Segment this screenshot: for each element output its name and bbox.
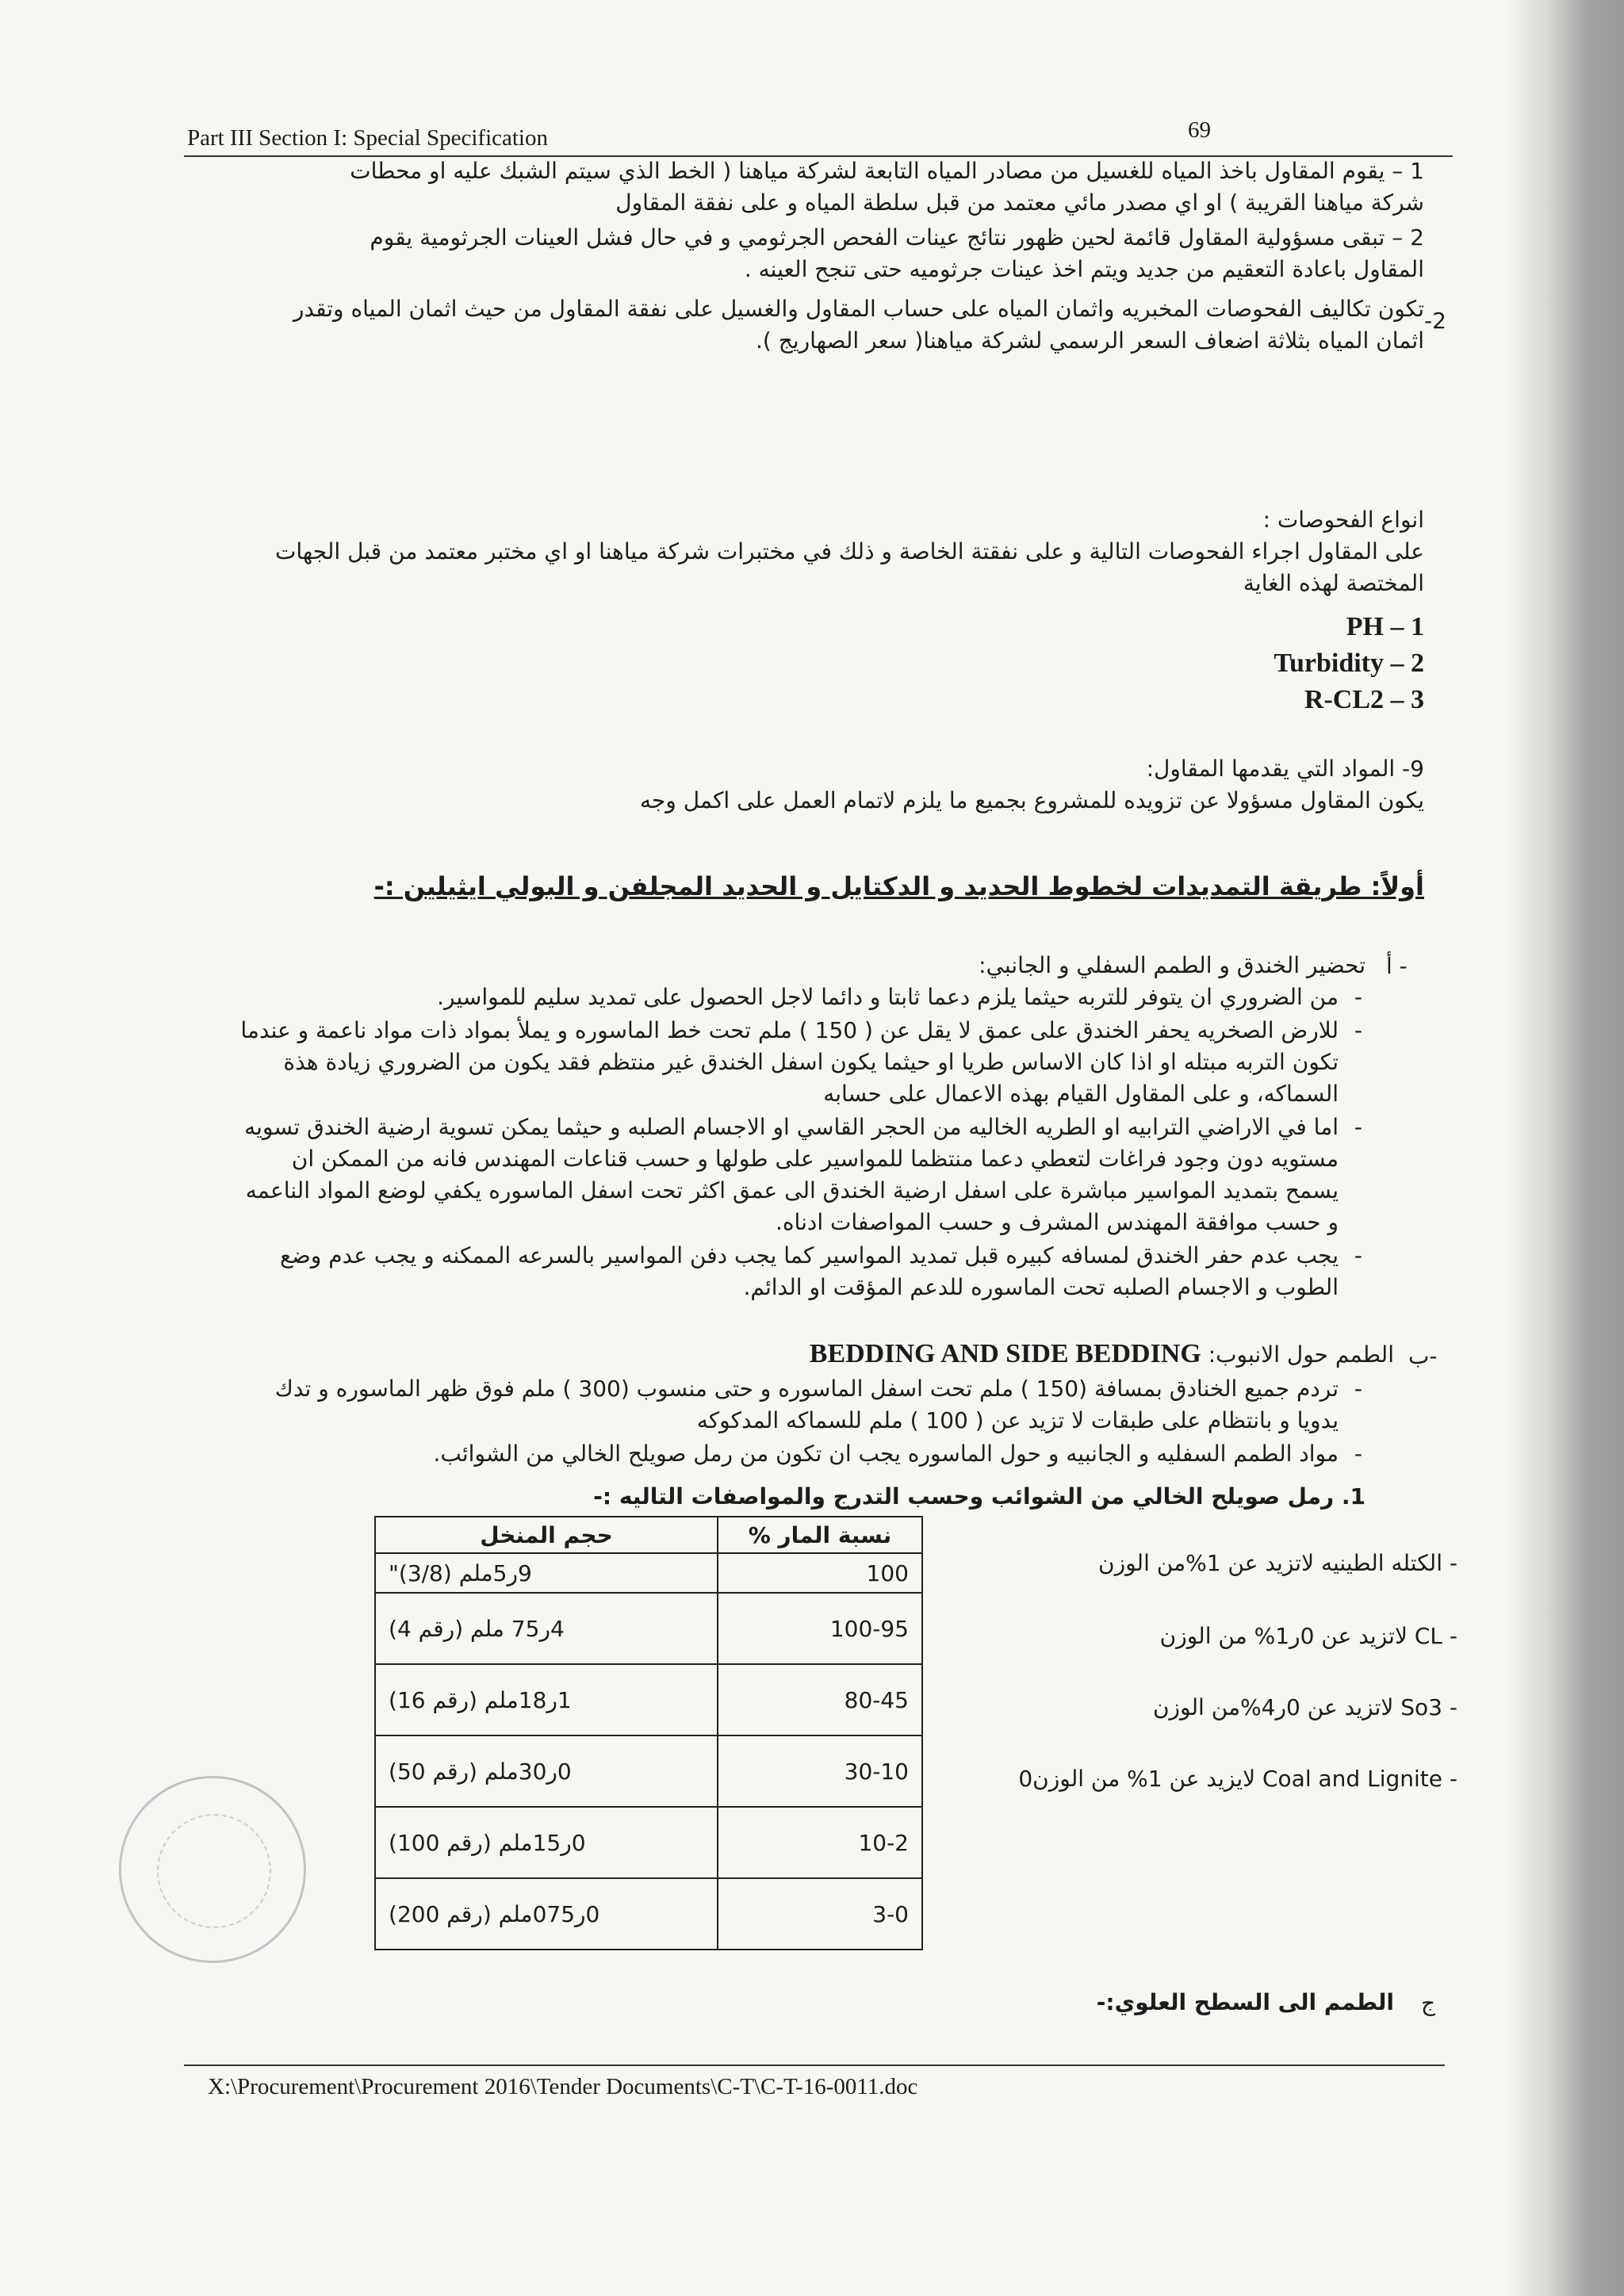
cell-sieve: 0ر15ملم (رقم 100) (375, 1807, 718, 1878)
company-seal-inner (157, 1814, 271, 1928)
cell-pct: 3-0 (718, 1878, 922, 1950)
trench-bullets (239, 982, 1365, 1303)
col-header-sieve: حجم المنخل (375, 1517, 718, 1553)
materials-section (187, 753, 1424, 817)
bedding-section (239, 1373, 1365, 1471)
bedding-heading-row (252, 1338, 1394, 1371)
table-row (375, 1735, 922, 1807)
item-marker-2: -2 (1424, 308, 1446, 334)
spec-note: - الكتله الطينيه لاتزيد عن 1%من الوزن (1098, 1550, 1457, 1576)
trench-bullet: - من الضروري ان يتوفر للتربه حيثما يلزم دعما ثابتا و دائما لاجل الحصول على تمديد سليم للمواسير. (239, 982, 1339, 1013)
trench-bullet: - يجب عدم حفر الخندق لمسافه كبيره قبل تمديد المواسير كما يجب دفن المواسير بالسرعه الممكنه و يجب عدم وضع الطوب و الاجسام الصلبه تحت الماسوره للدعم المؤقت او الدائم. (239, 1240, 1339, 1303)
water-item-1 (187, 155, 1424, 219)
tests-section (187, 504, 1424, 599)
cell-sieve: 1ر18ملم (رقم 16) (375, 1664, 718, 1735)
bedding-heading-ar: الطمم حول الانبوب: (1208, 1341, 1394, 1368)
footer-file-path: X:\Procurement\Procurement 2016\Tender Documents\C-T\C-T-16-0011.doc (208, 2074, 918, 2099)
trench-bullet: - للارض الصخريه يحفر الخندق على عمق لا يقل عن ( 150 ) ملم تحت خط الماسوره و يملأ بمواد ذات مواد ناعمة و عندما تكون التربه مبتله او اذا كان الاساس طريا او حيثما يكون اسفل الخندق غير منتظم فقد يكون من الضروري زيادة هذة السماكه، و على المقاول القيام بهذه الاعمال على حسابه (239, 1015, 1339, 1110)
company-seal (119, 1776, 306, 1963)
bedding-heading-en: BEDDING AND SIDE BEDDING (809, 1339, 1201, 1368)
gradation-table (374, 1516, 923, 1950)
item-marker-c: ج (1421, 1990, 1436, 2016)
header-section-title: Part III Section I: Special Specification (187, 125, 548, 151)
spec-note: - So3 لاتزيد عن 0ر4%من الوزن (1152, 1694, 1457, 1720)
materials-text: يكون المقاول مسؤولا عن تزويده للمشروع بجميع ما يلزم لاتمام العمل على اكمل وجه (639, 787, 1424, 813)
test-item-rcl2: R-CL2 – 3 (1304, 685, 1424, 714)
gradation-header-row (375, 1517, 922, 1553)
sand-heading: 1. رمل صويلح الخالي من الشوائب وحسب التدرج والمواصفات التاليه :- (593, 1483, 1365, 1510)
water-item-2-line-1: 2 – تبقى مسؤولية المقاول قائمة لحين ظهور نتائج عينات الفحص الجرثومي و في حال فشل العينات الجرثومية يقوم (370, 224, 1424, 251)
col-header-pct: نسبة المار % (718, 1517, 922, 1553)
trench-heading: تحضير الخندق و الطمم السفلي و الجانبي: (979, 952, 1365, 978)
cell-sieve: 9ر5ملم (3/8)" (375, 1553, 718, 1593)
water-cost-paragraph (187, 293, 1424, 357)
spec-note: - Coal and Lignite لايزيد عن 1% من الوزن0 (1018, 1766, 1457, 1792)
tests-text-line-1: على المقاول اجراء الفحوصات التالية و على نفقتة الخاصة و ذلك في مختبرات شركة مياهنا او اي مختبر معتمد من قبل الجهات (274, 538, 1424, 564)
cell-sieve: 4ر75 ملم (رقم 4) (375, 1593, 718, 1664)
water-item-1-line-2: شركة مياهنا القريبة ) او اي مصدر مائي معتمد من قبل سلطة المياه و على نفقة المقاول (615, 189, 1424, 216)
spec-note: - CL لاتزيد عن 0ر1% من الوزن (1159, 1623, 1457, 1649)
materials-heading: 9- المواد التي يقدمها المقاول: (1146, 756, 1424, 782)
tests-text-line-2: المختصة لهذه الغاية (1243, 570, 1424, 596)
cell-pct: 10-2 (718, 1807, 922, 1878)
cell-pct: 100 (718, 1553, 922, 1593)
cell-pct: 100-95 (718, 1593, 922, 1664)
table-row (375, 1878, 922, 1950)
table-row (375, 1664, 922, 1735)
trench-section (239, 950, 1365, 1305)
table-row (375, 1553, 922, 1593)
bedding-bullets (239, 1373, 1365, 1470)
table-row (375, 1807, 922, 1878)
bedding-bullet: - تردم جميع الخنادق بمسافة (150 ) ملم تحت اسفل الماسوره و حتى منسوب (300 ) ملم فوق ظهر الماسوره و تدك يدويا و بانتظام على طبقات لا تزيد عن ( 100 ) ملم للسماكه المدكوكه (239, 1373, 1339, 1437)
water-item-1-line-1: 1 – يقوم المقاول باخذ المياه للغسيل من مصادر المياه التابعة لشركة مياهنا ( الخط الذي سيتم الشبك عليه او محطات (350, 158, 1424, 184)
top-surface-heading: الطمم الى السطح العلوي:- (1096, 1989, 1394, 2015)
water-cost-line-2: اثمان المياه بثلاثة اضعاف السعر الرسمي لشركة مياهنا( سعر الصهاريج ). (756, 327, 1424, 354)
cell-sieve: 0ر075ملم (رقم 200) (375, 1878, 718, 1950)
bedding-bullet: - مواد الطمم السفليه و الجانبيه و حول الماسوره يجب ان تكون من رمل صويلح الخالي من الشوائب. (239, 1438, 1339, 1470)
cell-pct: 80-45 (718, 1664, 922, 1735)
section-first-title: أولاً: طريقة التمديدات لخطوط الحديد و الدكتايل و الحديد المجلفن و البولي ايثيلين :- (373, 871, 1424, 901)
trench-bullet: - اما في الاراضي الترابيه او الطريه الخاليه من الحجر القاسي او الاجسام الصلبه و حيثما يمكن تسوية ارضية الخندق تسويه مستويه دون وجود فراغات لتعطي دعما منتظما للمواسير على طولها و حسب قناعات المهندس فانه من الممكن ان يسمح بتمديد المواسير مباشرة على اسفل ارضية الخندق الى عمق اكثر تحت اسفل الماسوره يكفي لوضع المواد الناعمه و حسب موافقة المهندس المشرف و حسب المواصفات ادناه. (239, 1112, 1339, 1238)
cell-sieve: 0ر30ملم (رقم 50) (375, 1735, 718, 1807)
item-marker-b: ب- (1408, 1343, 1438, 1369)
header-page-number: 69 (1188, 117, 1211, 143)
test-item-turbidity: Turbidity – 2 (1274, 649, 1424, 678)
test-item-ph: PH – 1 (1346, 612, 1424, 641)
water-cost-line-1: تكون تكاليف الفحوصات المخبريه واثمان المياه على حساب المقاول والغسيل على نفقة المقاول من حيث اثمان المياه وتقدر (293, 296, 1424, 322)
water-item-2 (187, 222, 1424, 285)
water-item-2-line-2: المقاول باعادة التعقيم من جديد ويتم اخذ عينات جرثوميه حتى تنجح العينه . (744, 256, 1424, 282)
tests-list (1274, 609, 1424, 718)
item-marker-a: أ - (1386, 953, 1408, 979)
cell-pct: 30-10 (718, 1735, 922, 1807)
footer-rule (184, 2064, 1445, 2066)
scan-edge-shadow (1505, 0, 1624, 2296)
tests-heading: انواع الفحوصات : (1262, 507, 1424, 533)
table-row (375, 1593, 922, 1664)
